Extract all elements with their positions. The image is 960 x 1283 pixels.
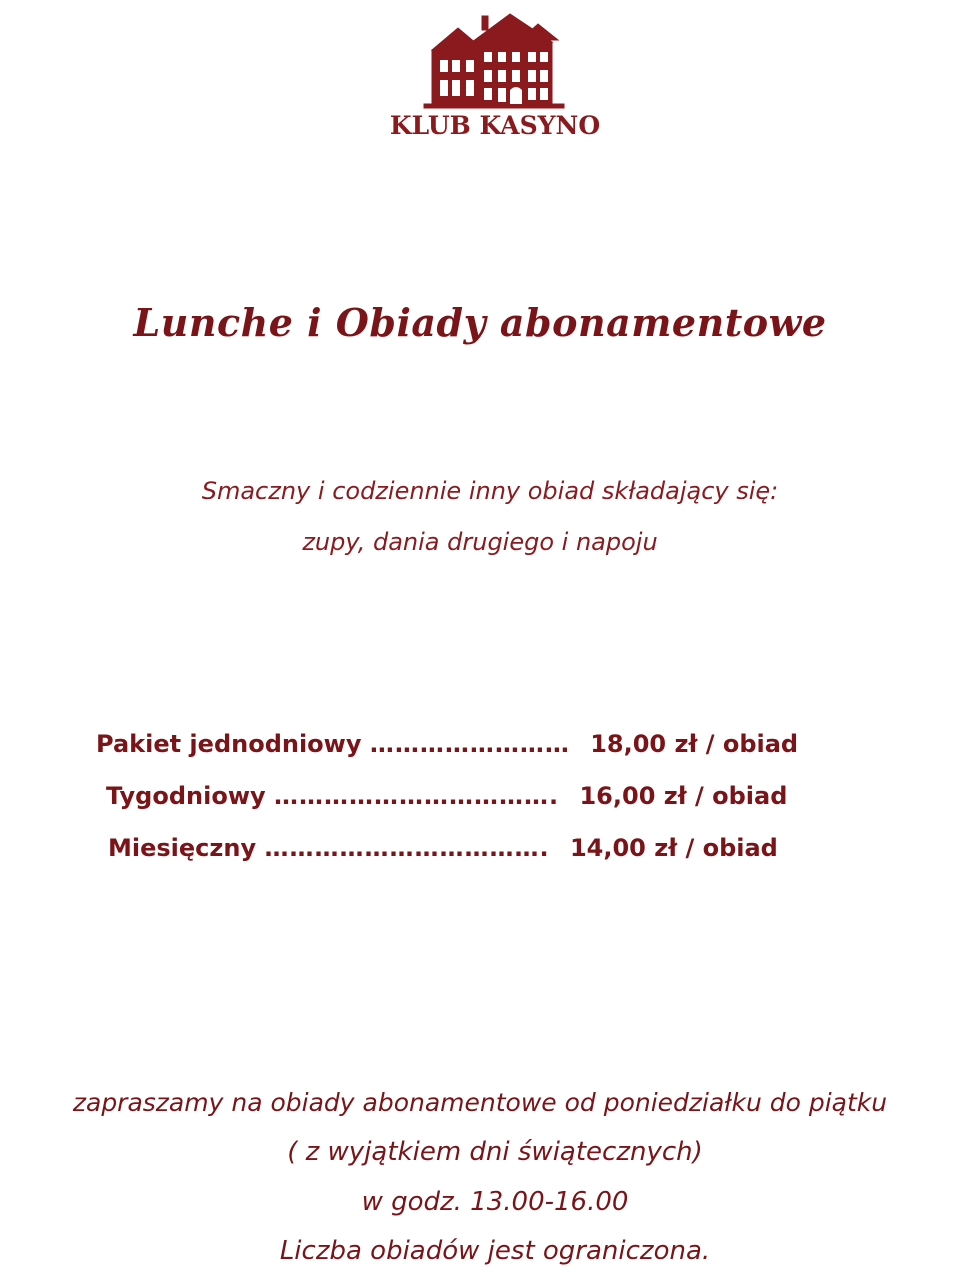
footer-line-3: w godz. 13.00-16.00 [361, 1187, 629, 1217]
page-title: Lunche i Obiady abonamentowe [133, 300, 827, 345]
package-dots: ……………………………. [264, 834, 550, 862]
package-dots: ……………………………. [274, 782, 560, 810]
intro-line-1: Smaczny i codziennie inny obiad składający się: [201, 477, 779, 505]
package-label: Miesięczny [108, 834, 257, 862]
footer-line-2: ( z wyjątkiem dni świątecznych) [287, 1137, 703, 1167]
package-dots: …………………… [369, 730, 570, 758]
logo-text: KLUB KASYNO [389, 111, 601, 140]
building-logo-icon [380, 0, 610, 145]
package-price: 14,00 zł / obiad [569, 834, 778, 862]
package-label: Pakiet jednodniowy [96, 730, 362, 758]
intro-line-2: zupy, dania drugiego i napoju [302, 528, 658, 556]
footer-line-1: zapraszamy na obiady abonamentowe od poniedziałku do piątku [72, 1088, 888, 1117]
package-row-monthly [108, 834, 778, 862]
package-row-weekly [106, 782, 787, 810]
package-price: 16,00 zł / obiad [579, 782, 788, 810]
package-price: 18,00 zł / obiad [590, 730, 799, 758]
package-label: Tygodniowy [106, 782, 266, 810]
klub-kasyno-logo [380, 0, 610, 145]
package-row-daily [96, 730, 798, 758]
footer-line-4: Liczba obiadów jest ograniczona. [279, 1236, 711, 1266]
